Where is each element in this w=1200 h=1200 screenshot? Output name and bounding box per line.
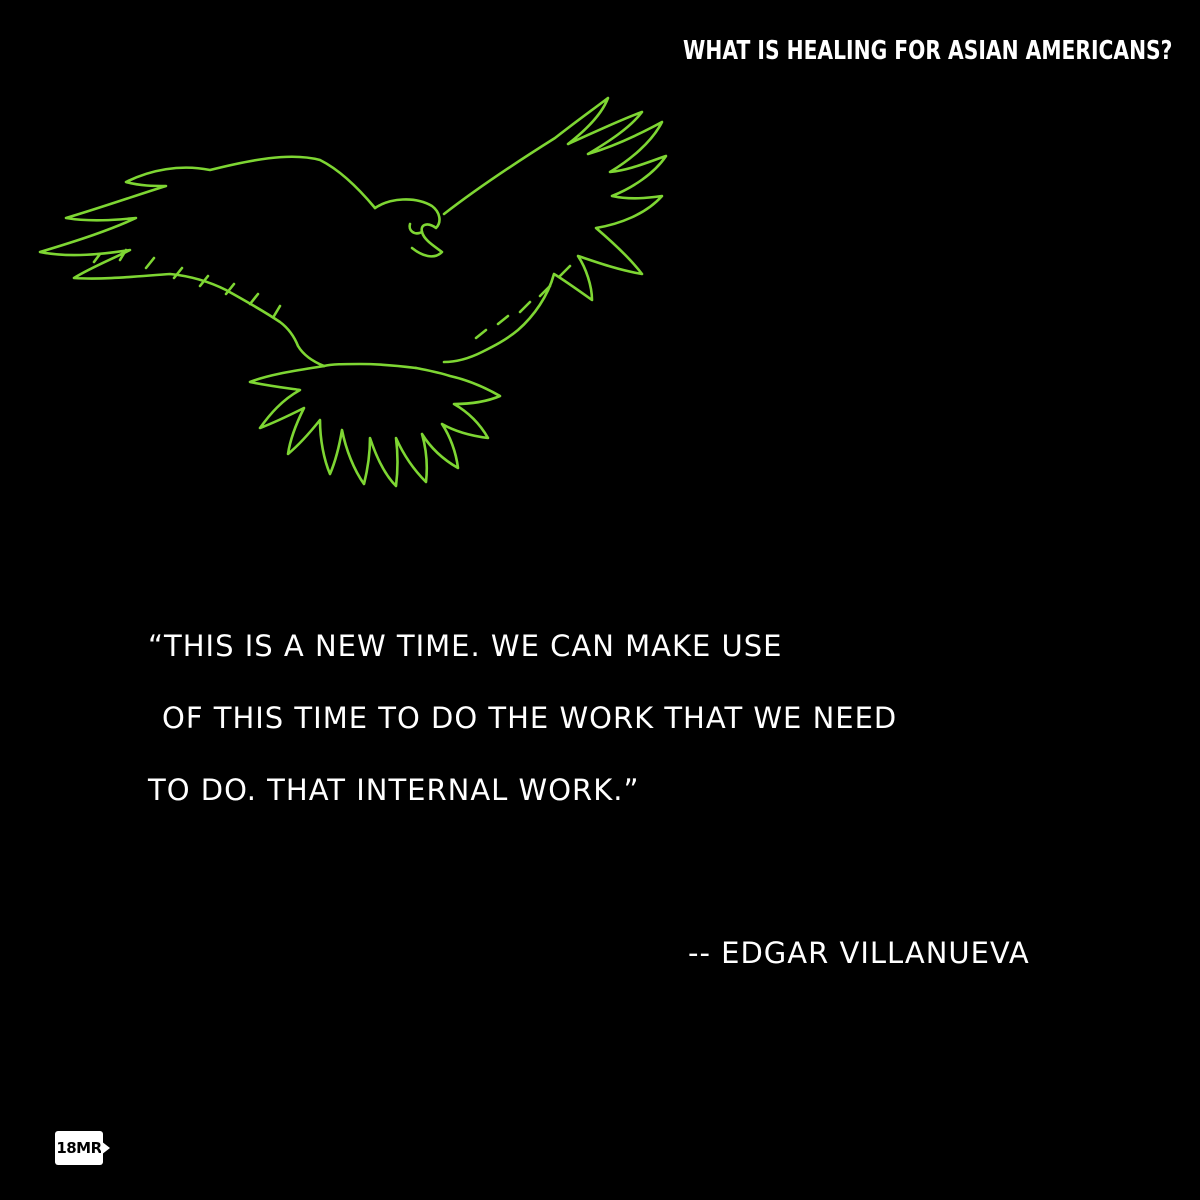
quote-line-1: “THIS IS A NEW TIME. WE CAN MAKE USE [148,629,783,663]
logo-text: 18MR [55,1131,103,1165]
quote-line-3: TO DO. THAT INTERNAL WORK.” [148,773,640,807]
quote-attribution: -- EDGAR VILLANUEVA [688,936,1030,970]
logo-notch-icon [101,1141,110,1155]
quote-line-2: OF THIS TIME TO DO THE WORK THAT WE NEED [162,701,898,735]
quote [148,622,1048,838]
brand-logo [55,1131,111,1165]
page-title: WHAT IS HEALING FOR ASIAN AMERICANS? [682,36,1172,66]
bird-outline-icon [30,90,680,530]
